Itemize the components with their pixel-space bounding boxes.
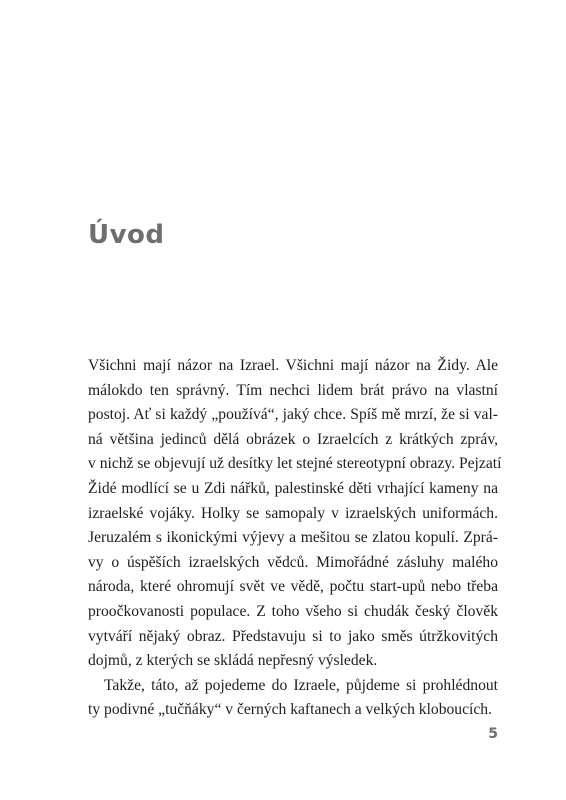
chapter-body — [88, 354, 502, 723]
chapter-heading: Úvod — [88, 220, 165, 250]
paragraph-2 — [88, 674, 498, 723]
text-line: Takže, táto, až pojedeme do Izraele, půjdeme si prohlédnout — [104, 676, 498, 694]
text-line: postoj. Ať si každý „používá“, jaký chce. Spíš mě mrzí, že si val- — [88, 406, 498, 424]
text-line: Židé modlící se u Zdi nářků, palestinské děti vrhající kameny na — [88, 479, 498, 497]
text-line: národa, které ohromují svět ve vědě, počtu start-upů nebo třeba — [88, 578, 498, 596]
text-line: Všichni mají názor na Izrael. Všichni mají názor na Židy. Ale — [88, 357, 498, 374]
page-number: 5 — [488, 726, 498, 742]
text-line: v nichž se objevují už desítky let stejné stereotypní obrazy. Pejzatí — [88, 455, 502, 473]
text-line: ná většina jedinců dělá obrázek o Izraelcích z krátkých zpráv, — [88, 430, 498, 448]
text-line: vy o úspěších izraelských vědců. Mimořádné zásluhy malého — [88, 553, 498, 571]
text-line: vytváří nějaký obraz. Představuju si to jako směs útržkovitých — [88, 627, 498, 645]
text-line: izraelské vojáky. Holky se samopaly v izraelských uniformách. — [88, 504, 498, 522]
text-line: dojmů, z kterých se skládá nepřesný výsledek. — [88, 652, 378, 670]
text-line: málokdo ten správný. Tím nechci lidem brát právo na vlastní — [88, 381, 498, 399]
text-line: ty podivné „tučňáky“ v černých kaftanech a velkých kloboucích. — [88, 701, 492, 719]
text-line: Jeruzalém s ikonickými výjevy a mešitou se zlatou kopulí. Zprá- — [88, 529, 498, 547]
paragraph-1 — [88, 354, 502, 674]
text-line: proočkovanosti populace. Z toho všeho si chudák český člověk — [88, 602, 498, 620]
